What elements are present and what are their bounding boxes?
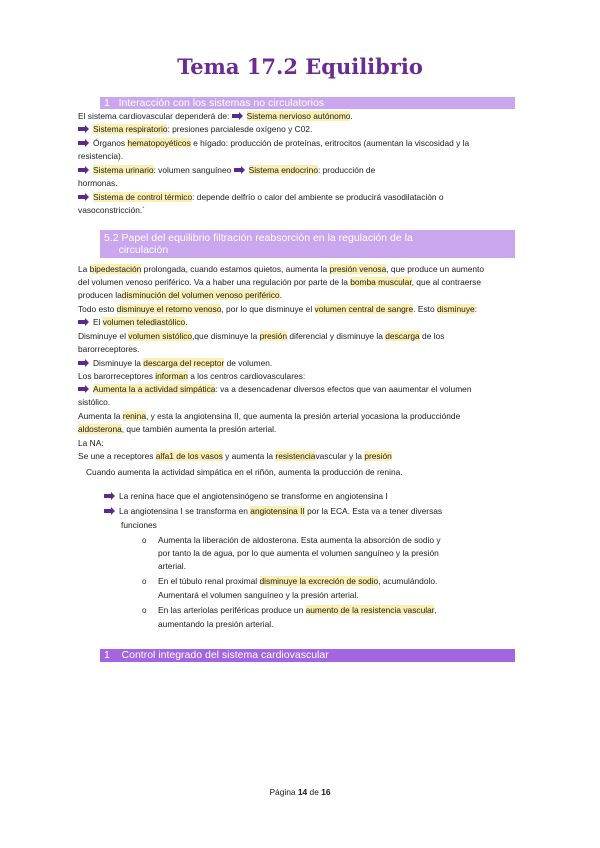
list-item: Sistema de control térmico: depende delfrío o calor del ambiente se producirá vasodilatación o — [78, 192, 444, 203]
section-title-line2: circulación — [118, 244, 169, 256]
arrow-bullet-icon — [78, 166, 89, 174]
sub-list-item-continuation: Aumentará el volumen sanguíneo y la presión arterial. — [158, 590, 359, 600]
list-item: Sistema respiratorio: presiones parcialesde oxígeno y C02. — [78, 124, 312, 135]
paragraph: Se une a receptores alfa1 de los vasos y aumenta la resistenciavascular y la presión — [78, 451, 392, 461]
list-item-continuation: hormonas. — [78, 178, 118, 188]
section-number: 1 — [104, 649, 110, 661]
paragraph-continuation: barorreceptores. — [78, 344, 140, 354]
section-title: Control integrado del sistema cardiovascular — [121, 649, 329, 661]
list-item: La renina hace que el angiotensinógeno se transforme en angiotensina I — [104, 491, 388, 502]
sub-list-item: En el túbulo renal proximal disminuye la excreción de sodio, acumulándolo. — [158, 576, 438, 586]
list-item: La angiotensina I se transforma en angiotensina II por la ECA. Esta va a tener diversas — [104, 506, 442, 517]
paragraph: aldosterona, que también aumenta la presión arterial. — [78, 424, 277, 434]
page-title: Tema 17.2 Equilibrio — [177, 54, 423, 79]
sub-list-item-continuation: aumentando la presión arterial. — [158, 619, 274, 629]
paragraph: del volumen venoso periférico. Va a haber una regulación por parte de la bomba muscular, que al contraerse — [78, 277, 482, 287]
section-heading-1 — [100, 97, 515, 109]
arrow-bullet-icon — [78, 125, 89, 133]
circle-bullet-icon: o — [142, 536, 147, 545]
arrow-bullet-icon — [78, 359, 89, 367]
list-item: Aumenta la a actividad simpática: va a desencadenar diversos efectos que van aaumentar el volumen — [78, 384, 472, 395]
arrow-bullet-icon — [78, 385, 89, 393]
circle-bullet-icon: o — [142, 577, 147, 586]
paragraph: Los barorreceptores informan a los centros cardiovasculares: — [78, 371, 306, 381]
list-item-continuation: sistólico. — [78, 397, 111, 407]
section-title: Papel del equilibrio filtración reabsorción en la regulación de la — [121, 232, 413, 244]
list-item-continuation: vasoconstricción.´ — [78, 205, 146, 215]
section-heading-3 — [100, 649, 515, 662]
arrow-bullet-icon — [78, 193, 89, 201]
arrow-bullet-icon — [78, 139, 89, 147]
section-heading-2 — [100, 230, 515, 258]
section-number: 5.2 — [104, 232, 119, 244]
paragraph: Disminuye el volumen sistólico,que disminuye la presión diferencial y disminuye la descarga de los — [78, 331, 445, 341]
list-item: Disminuye la descarga del receptor de volumen. — [78, 358, 272, 369]
list-item: Sistema urinario: volumen sanguíneo Sistema endocrino: producción de — [78, 165, 375, 176]
section-number: 1 — [104, 97, 110, 109]
paragraph: producen ladisminución del volumen venoso periférico. — [78, 290, 282, 300]
arrow-bullet-icon — [78, 318, 89, 326]
sub-list-item: En las arteriolas periféricas produce un aumento de la resistencia vascular, — [158, 605, 437, 615]
section-title: Interacción con los sistemas no circulatorios — [118, 97, 325, 109]
arrow-bullet-icon — [234, 166, 245, 174]
arrow-bullet-icon — [104, 492, 115, 500]
paragraph: El sistema cardiovascular dependerá de: Sistema nervioso autónomo. — [78, 111, 353, 121]
page-total: 16 — [321, 787, 331, 797]
paragraph: La bipedestación prolongada, cuando estamos quietos, aumenta la presión venosa, que produce un aumento — [78, 264, 485, 274]
sub-list-item: Aumenta la liberación de aldosterona. Esta aumenta la absorción de sodio y — [158, 535, 441, 545]
page-footer: Página 14 de 16 — [269, 787, 331, 797]
paragraph: Cuando aumenta la actividad simpática en el riñón, aumenta la producción de renina. — [86, 467, 403, 477]
paragraph: La NA: — [78, 438, 104, 448]
circle-bullet-icon: o — [142, 606, 147, 615]
sub-list-item-continuation: por tanto la de agua, por lo que aumenta el volumen sanguíneo y la presión — [158, 548, 439, 558]
page-number: 14 — [297, 787, 308, 797]
sub-list-item-continuation: arterial. — [158, 561, 186, 571]
list-item-continuation: resistencia). — [78, 151, 124, 161]
paragraph: Aumenta la renina, y esta la angiotensina II, que aumenta la presión arterial yocasiona la produccióndе — [78, 411, 461, 421]
arrow-bullet-icon — [232, 112, 243, 120]
paragraph: Todo esto disminuye el retorno venoso, por lo que disminuye el volumen central de sangre. Esto disminuye: — [78, 304, 478, 314]
arrow-bullet-icon — [104, 507, 115, 515]
list-item: Órganos hematopoyéticos e hígado: producción de proteínas, eritrocitos (aumentan la viscosidad y la — [78, 138, 469, 149]
list-item-continuation: funciones — [121, 520, 157, 530]
list-item: El volumen telediastólico. — [78, 317, 188, 328]
